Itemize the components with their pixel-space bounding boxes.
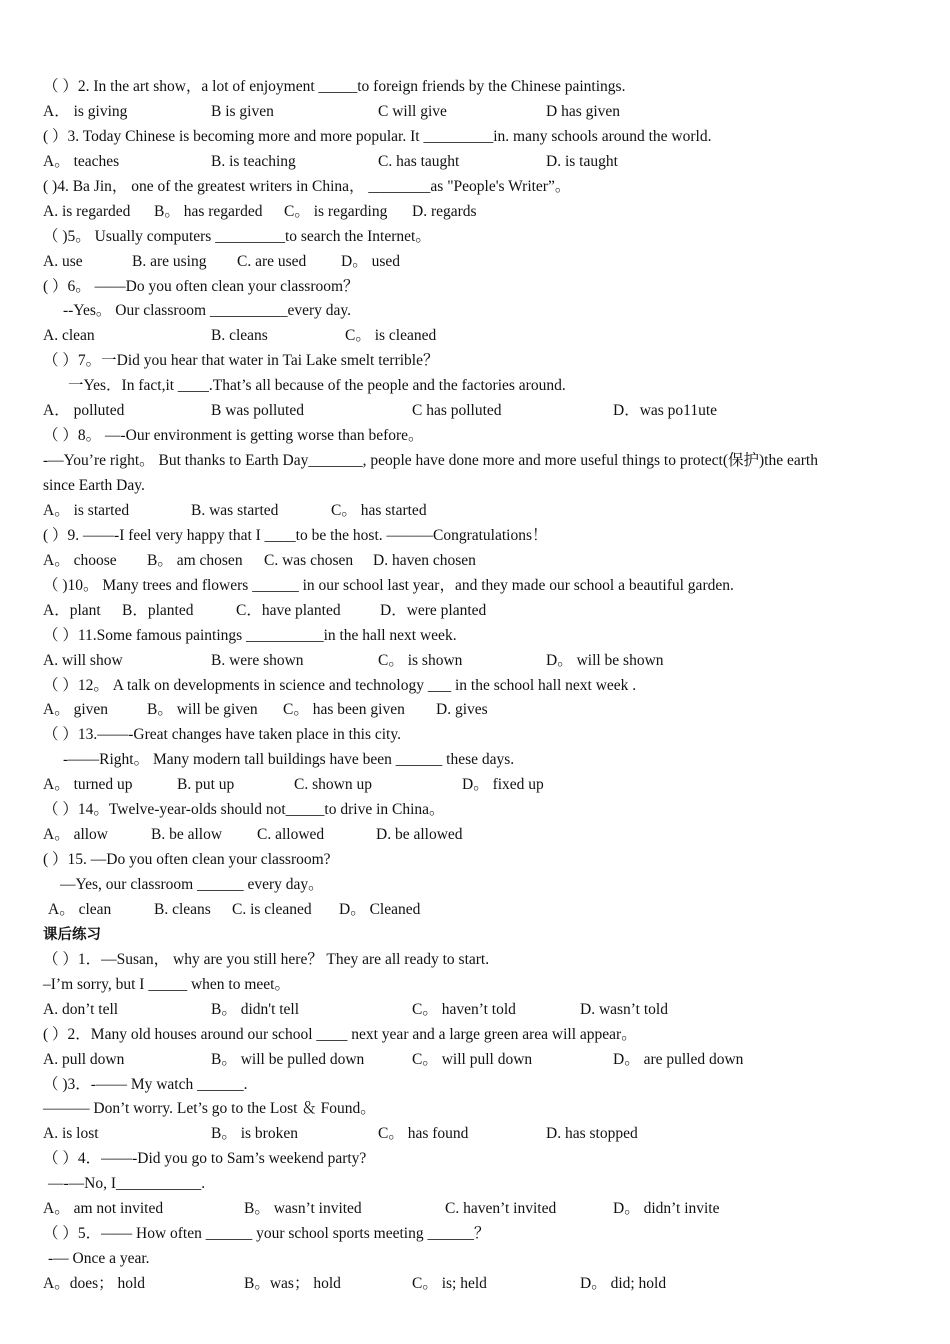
option-a: A. is regarded <box>43 202 131 220</box>
option-b: B was polluted <box>211 402 304 420</box>
option-c: C。 has found <box>378 1125 469 1143</box>
question-options <box>43 1272 923 1297</box>
option-c: C。 has been given <box>283 701 405 719</box>
option-a: A。 allow <box>43 826 109 844</box>
option-a: A. pull down <box>43 1050 125 1068</box>
option-a: A。 clean <box>48 900 112 918</box>
option-d: D. wasn’t told <box>580 1000 668 1018</box>
question-dialogue: -—You’re right。 But thanks to Earth Day_______, people have done more and more useful things to protect(保护)the earth <box>43 452 818 470</box>
section-title: 课后练习 <box>43 926 101 943</box>
option-b: B．planted <box>122 601 194 619</box>
question-options <box>43 698 923 723</box>
option-c: C。 is regarding <box>284 202 388 220</box>
question-stem: ( ）2．Many old houses around our school ____ next year and a large green area will appear。 <box>43 1025 637 1043</box>
question-options <box>43 324 923 349</box>
question-options <box>43 150 923 175</box>
question-stem: （ ）8。 —-Our environment is getting worse than before。 <box>43 427 424 445</box>
question-stem: ( ）3. Today Chinese is becoming more and more popular. It _________in. many schools around the world. <box>43 127 712 145</box>
option-b: B is given <box>211 102 274 120</box>
option-a: A. don’t tell <box>43 1000 119 1018</box>
option-c: C。 is; held <box>412 1275 487 1292</box>
question-options <box>43 100 923 125</box>
option-c: C will give <box>378 102 447 120</box>
question-dialogue: –I’m sorry, but I _____ when to meet。 <box>43 975 290 993</box>
option-a: A。does； hold <box>43 1275 146 1292</box>
option-b: B. be allow <box>151 826 223 844</box>
option-d: D。 are pulled down <box>613 1050 744 1068</box>
option-d: D。 Cleaned <box>339 900 421 918</box>
option-c: C. shown up <box>294 776 372 794</box>
question-dialogue: 一Yes．In fact,it ____.That’s all because of the people and the factories around. <box>68 377 566 395</box>
option-b: B. put up <box>177 776 235 794</box>
option-b: B。 has regarded <box>154 202 263 220</box>
option-c: C. allowed <box>257 826 325 844</box>
option-a: A。 given <box>43 701 109 719</box>
option-b: B. were shown <box>211 651 304 669</box>
question-stem: （ )10。 Many trees and flowers ______ in our school last year，and they made our school a beautiful garden. <box>43 576 734 594</box>
option-c: C。 is cleaned <box>345 327 437 345</box>
option-c: C。 is shown <box>378 651 463 669</box>
option-b: B. are using <box>132 252 207 270</box>
option-a: A。 turned up <box>43 776 133 794</box>
question-dialogue: ——— Don’t worry. Let’s go to the Lost ＆ Found。 <box>43 1100 376 1118</box>
option-c: C．have planted <box>236 601 341 619</box>
option-b: B. was started <box>191 501 279 519</box>
option-d: D. is taught <box>546 152 618 170</box>
question-stem: （ ）4．——-Did you go to Sam’s weekend party? <box>43 1150 367 1168</box>
option-d: D。 did; hold <box>580 1275 667 1292</box>
option-c: C. was chosen <box>264 551 354 569</box>
option-d: D. has stopped <box>546 1125 638 1143</box>
option-c: C。 has started <box>331 501 427 519</box>
question-stem: （ ）14。Twelve-year-olds should not_____to drive in China。 <box>43 801 445 819</box>
worksheet <box>43 75 923 1297</box>
option-b: B. cleans <box>211 327 268 345</box>
option-d: D。 will be shown <box>546 651 664 669</box>
option-d: D has given <box>546 102 621 120</box>
option-d: D. gives <box>436 701 488 719</box>
question-options <box>43 399 923 424</box>
question-stem: （ )5。 Usually computers _________to search the Internet。 <box>43 227 431 245</box>
question-options <box>43 1048 923 1073</box>
option-b: B。 didn't tell <box>211 1000 300 1018</box>
question-dialogue: --Yes。 Our classroom __________every day. <box>63 302 351 320</box>
option-d: D．were planted <box>380 601 487 619</box>
option-b: B。 am chosen <box>147 551 243 569</box>
option-a: A． is giving <box>43 102 128 120</box>
question-dialogue: —Yes, our classroom ______ every day。 <box>60 876 324 893</box>
option-c: C。 will pull down <box>412 1050 533 1068</box>
question-stem: ( ）9. ——-I feel very happy that I ____to be the host. ———Congratulations！ <box>43 526 548 544</box>
question-options <box>43 1122 923 1147</box>
option-b: B。was； hold <box>244 1275 341 1292</box>
question-options <box>43 998 923 1023</box>
question-options <box>43 823 923 848</box>
option-a: A。 is started <box>43 501 130 519</box>
option-d: D。 fixed up <box>462 776 544 794</box>
option-c: C has polluted <box>412 402 502 420</box>
option-d: D. be allowed <box>376 826 463 844</box>
question-options <box>43 649 923 674</box>
question-dialogue: -— Once a year. <box>48 1250 150 1268</box>
question-stem: （ ）12。 A talk on developments in science and technology ___ in the school hall next week . <box>43 676 637 694</box>
question-stem: ( )4. Ba Jin， one of the greatest writers in China， ________as "People's Writer”。 <box>43 177 571 195</box>
question-dialogue: since Earth Day. <box>43 477 145 494</box>
option-a: A. is lost <box>43 1125 99 1143</box>
option-b: B。 wasn’t invited <box>244 1200 362 1218</box>
option-d: D. haven chosen <box>373 551 476 569</box>
question-stem: ( ）15. —Do you often clean your classroom? <box>43 851 331 869</box>
option-b: B. is teaching <box>211 152 296 170</box>
question-options <box>43 1197 923 1222</box>
question-options <box>43 549 923 574</box>
option-d: D。 didn’t invite <box>613 1200 720 1218</box>
question-stem: ( ）6。 ——Do you often clean your classroom？ <box>43 277 359 295</box>
question-options <box>43 250 923 275</box>
option-c: C. are used <box>237 252 307 270</box>
question-stem: （ ）13.——-Great changes have taken place in this city. <box>43 726 401 744</box>
question-stem: （ ）2. In the art show，a lot of enjoyment _____to foreign friends by the Chinese paintings. <box>43 78 626 95</box>
question-stem: （ )3．-—— My watch ______. <box>43 1075 248 1093</box>
question-options <box>43 898 923 923</box>
question-options <box>43 200 923 225</box>
option-a: A。 choose <box>43 551 117 569</box>
question-stem: （ ）11.Some famous paintings __________in the hall next week. <box>43 626 457 644</box>
question-options <box>43 773 923 798</box>
option-d: D。 used <box>341 252 400 270</box>
question-dialogue: —-—No, I___________. <box>48 1175 206 1193</box>
question-options <box>43 599 923 624</box>
option-b: B。 is broken <box>211 1125 298 1143</box>
option-a: A。 teaches <box>43 152 120 170</box>
option-c: C. haven’t invited <box>445 1200 557 1218</box>
option-b: B. cleans <box>154 900 211 918</box>
option-a: A. use <box>43 252 83 270</box>
question-options <box>43 499 923 524</box>
option-b: B。 will be pulled down <box>211 1050 365 1068</box>
question-stem: （ ）5．—— How often ______ your school sports meeting ______？ <box>43 1225 490 1243</box>
question-dialogue: -——Right。 Many modern tall buildings have been ______ these days. <box>63 751 515 769</box>
option-c: C. has taught <box>378 152 460 170</box>
question-stem: （ ）1．—Susan， why are you still here？ They are all ready to start. <box>43 950 490 968</box>
option-c: C. is cleaned <box>232 900 312 918</box>
option-a: A．plant <box>43 601 101 619</box>
question-stem: （ ）7。一Did you hear that water in Tai Lake smelt terrible？ <box>43 352 439 370</box>
option-d: D．was po11ute <box>613 402 718 420</box>
option-b: B。 will be given <box>147 701 258 719</box>
option-a: A. will show <box>43 651 123 669</box>
option-a: A。 am not invited <box>43 1200 164 1218</box>
option-c: C。 haven’t told <box>412 1000 516 1018</box>
option-a: A. clean <box>43 327 95 345</box>
option-d: D. regards <box>412 202 477 220</box>
option-a: A． polluted <box>43 402 125 420</box>
